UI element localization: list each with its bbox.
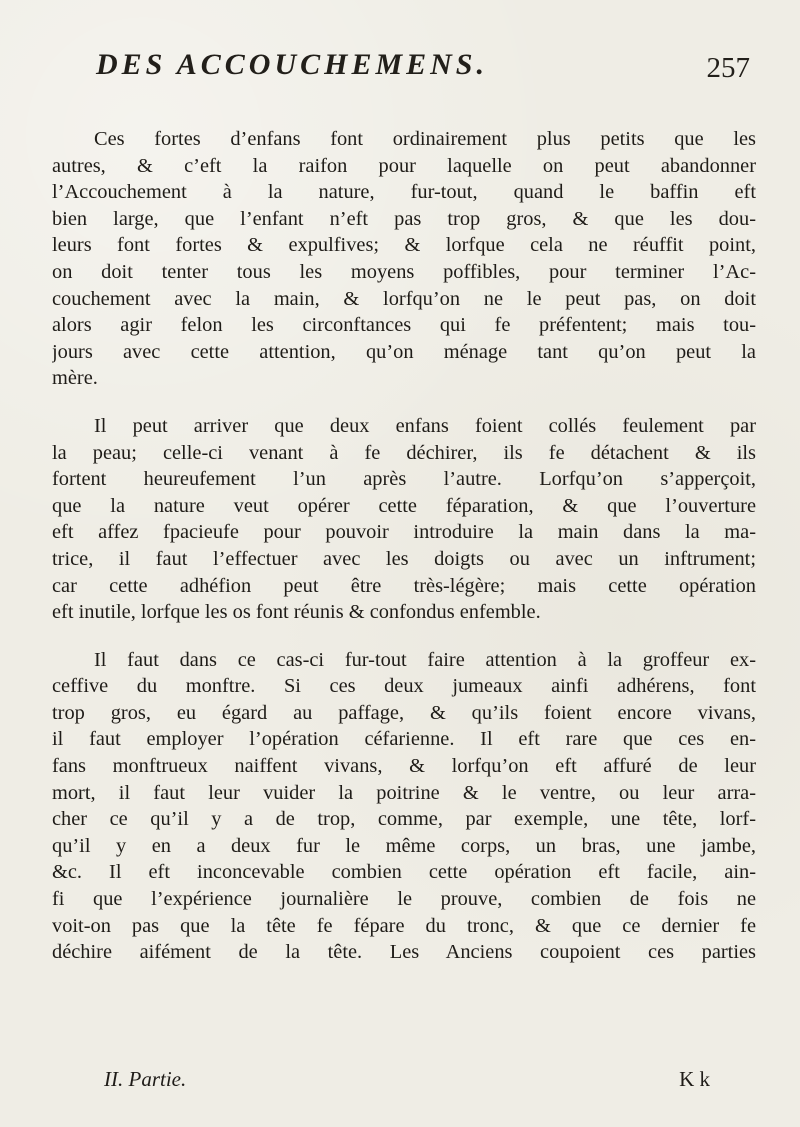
paragraph xyxy=(52,647,756,966)
signature-mark: K k xyxy=(679,1067,710,1091)
text-line: bien large, que l’enfant n’eft pas trop gros, & que les dou- xyxy=(52,207,756,230)
text-line: l’Accouchement à la nature, fur-tout, quand le baffin eft xyxy=(52,181,756,204)
text-line: jours avec cette attention, qu’on ménage tant qu’on peut la xyxy=(52,340,756,363)
text-line: il faut employer l’opération céfarienne. Il eft rare que ces en- xyxy=(52,728,756,751)
text-line: eft inutile, lorfque les os font réunis & confondus enfemble. xyxy=(52,601,541,624)
running-head xyxy=(90,48,750,92)
paragraph xyxy=(52,126,756,392)
text-line: voit-on pas que la tête fe fépare du tronc, & que ce dernier fe xyxy=(52,914,756,937)
text-line: trop gros, eu égard au paffage, & qu’ils foient encore vivans, xyxy=(52,701,756,724)
text-line: &c. Il eft inconcevable combien cette opération eft facile, ain- xyxy=(52,861,756,884)
text-line: Il peut arriver que deux enfans foient collés feulement par xyxy=(94,414,756,437)
text-line: mort, il faut leur vuider la poitrine & le ventre, ou leur arra- xyxy=(52,781,756,804)
text-line: qu’il y en a deux fur le même corps, un bras, une jambe, xyxy=(52,834,756,857)
page-footer xyxy=(104,1067,710,1095)
text-line: couchement avec la main, & lorfqu’on ne le peut pas, on doit xyxy=(52,287,756,310)
text-line: trice, il faut l’effectuer avec les doigts ou avec un inftrument; xyxy=(52,547,756,570)
paragraph xyxy=(52,413,756,626)
text-line: eft affez fpacieufe pour pouvoir introduire la main dans la ma- xyxy=(52,521,756,544)
text-line: la peau; celle-ci venant à fe déchirer, ils fe détachent & ils xyxy=(52,441,756,464)
part-label: II. Partie. xyxy=(104,1067,187,1091)
text-line: que la nature veut opérer cette féparation, & que l’ouverture xyxy=(52,494,756,517)
text-line: car cette adhéfion peut être très-légère; mais cette opération xyxy=(52,574,756,597)
text-line: alors agir felon les circonftances qui fe préfentent; mais tou- xyxy=(52,314,756,337)
text-line: Ces fortes d’enfans font ordinairement plus petits que les xyxy=(94,128,756,150)
text-line: fans monftrueux naiffent vivans, & lorfqu’on eft affuré de leur xyxy=(52,755,756,778)
body-text xyxy=(52,126,756,966)
running-title: DES ACCOUCHEMENS. xyxy=(96,48,488,81)
text-line: Il faut dans ce cas-ci fur-tout faire attention à la groffeur ex- xyxy=(94,648,756,671)
text-line: fortent heureufement l’un après l’autre. Lorfqu’on s’apperçoit, xyxy=(52,468,756,491)
text-line: leurs font fortes & expulfives; & lorfque cela ne réuffit point, xyxy=(52,234,756,257)
text-line: autres, & c’eft la raifon pour laquelle on peut abandonner xyxy=(52,154,756,177)
text-line: cher ce qu’il y a de trop, comme, par exemple, une tête, lorf- xyxy=(52,808,756,831)
text-line: ceffive du monftre. Si ces deux jumeaux ainfi adhérens, font xyxy=(52,675,756,698)
text-line: fi que l’expérience journalière le prouve, combien de fois ne xyxy=(52,888,756,911)
page-number: 257 xyxy=(706,52,750,84)
text-line: on doit tenter tous les moyens poffibles, pour terminer l’Ac- xyxy=(52,260,756,283)
text-line: mère. xyxy=(52,367,98,390)
text-line: déchire aifément de la tête. Les Anciens coupoient ces parties xyxy=(52,941,756,964)
